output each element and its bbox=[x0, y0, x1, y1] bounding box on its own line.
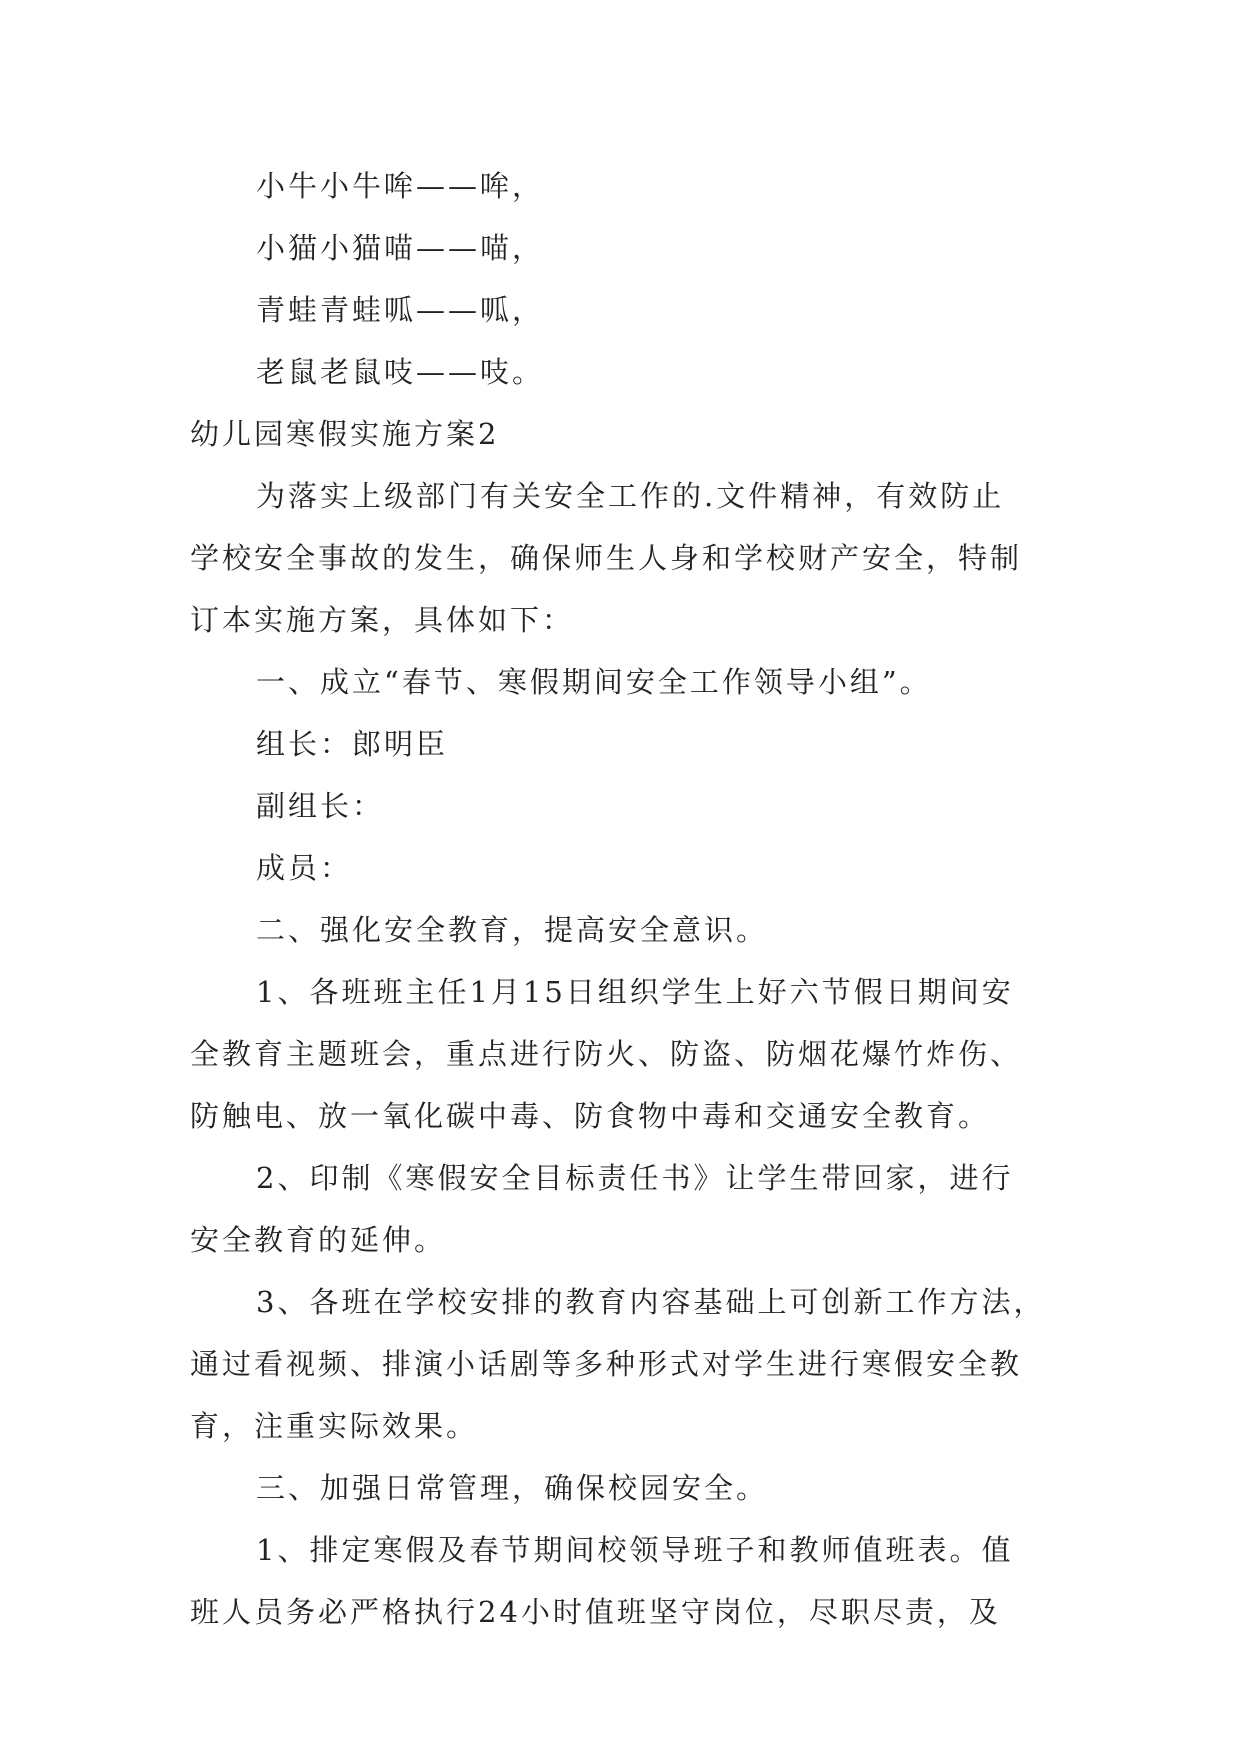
heading-two bbox=[190, 899, 1060, 961]
heading-one bbox=[190, 651, 1060, 713]
paragraph-line: 安全教育的延伸。 bbox=[190, 1223, 447, 1257]
document-body bbox=[190, 155, 1060, 1643]
paragraph-line: 1、各班班主任1月15日组织学生上好六节假日期间安 bbox=[256, 975, 1014, 1009]
paragraph-line: 学校安全事故的发生，确保师生人身和学校财产安全，特制 bbox=[190, 541, 1023, 575]
paragraph-intro bbox=[190, 465, 1060, 651]
paragraph-line: 育，注重实际效果。 bbox=[190, 1409, 479, 1443]
poem-line-4: 老鼠老鼠吱——吱。 bbox=[256, 355, 545, 389]
section-title: 幼儿园寒假实施方案2 bbox=[190, 417, 500, 451]
poem-line-1: 小牛小牛哞——哞， bbox=[256, 169, 545, 203]
paragraph-line: 通过看视频、排演小话剧等多种形式对学生进行寒假安全教 bbox=[190, 1347, 1023, 1381]
deputy-leader bbox=[190, 775, 1060, 837]
item-education-1 bbox=[190, 961, 1060, 1147]
paragraph-line: 2、印制《寒假安全目标责任书》让学生带回家，进行 bbox=[256, 1161, 1014, 1195]
paragraph-line: 1、排定寒假及春节期间校领导班子和教师值班表。值 bbox=[256, 1533, 1014, 1567]
paragraph-line: 一、成立“春节、寒假期间安全工作领导小组”。 bbox=[256, 665, 932, 699]
paragraph-line: 成员： bbox=[256, 851, 353, 885]
paragraph-line: 二、强化安全教育，提高安全意识。 bbox=[256, 913, 769, 947]
item-education-3 bbox=[190, 1271, 1060, 1457]
paragraph-line: 防触电、放一氧化碳中毒、防食物中毒和交通安全教育。 bbox=[190, 1099, 991, 1133]
paragraph-line: 组长：郎明臣 bbox=[256, 727, 449, 761]
poem-line-3: 青蛙青蛙呱——呱， bbox=[256, 293, 545, 327]
paragraph-line: 3、各班在学校安排的教育内容基础上可创新工作方法， bbox=[256, 1285, 1046, 1319]
members bbox=[190, 837, 1060, 899]
paragraph-line: 订本实施方案，具体如下： bbox=[190, 603, 575, 637]
group-leader bbox=[190, 713, 1060, 775]
heading-three bbox=[190, 1457, 1060, 1519]
item-education-2 bbox=[190, 1147, 1060, 1271]
item-management-1 bbox=[190, 1519, 1060, 1643]
paragraph-line: 班人员务必严格执行24小时值班坚守岗位，尽职尽责，及 bbox=[190, 1595, 1001, 1629]
paragraph-line: 为落实上级部门有关安全工作的.文件精神，有效防止 bbox=[256, 479, 1005, 513]
paragraph-line: 三、加强日常管理，确保校园安全。 bbox=[256, 1471, 769, 1505]
paragraph-line: 副组长： bbox=[256, 789, 385, 823]
paragraph-line: 全教育主题班会，重点进行防火、防盗、防烟花爆竹炸伤、 bbox=[190, 1037, 1023, 1071]
poem-line-2: 小猫小猫喵——喵， bbox=[256, 231, 545, 265]
